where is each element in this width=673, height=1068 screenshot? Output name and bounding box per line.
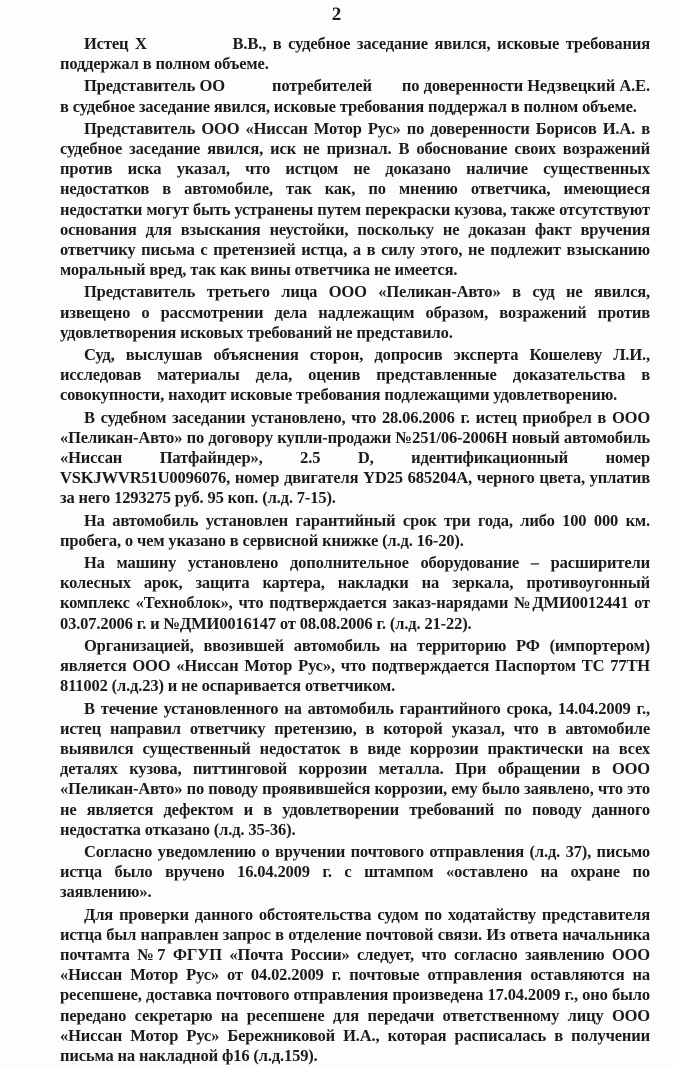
paragraph-defendant-representative: Представитель ООО «Ниссан Мотор Рус» по доверенности Борисов И.А. в судебное заседание явился, иск не признал. В обоснование своих возражений против иска указал, что истцом не доказано наличие существенных недостатков в автомобиле, так как, по мнению ответчика, имеющиеся недостатки могут быть устранены путем перекраски кузова, также отсутствуют основания для взыскания неустойки, поскольку не доказан факт вручения ответчику письма с претензией истца, а в силу этого, не подлежит взысканию моральный вред, так как вины ответчика не имеется. (60, 118, 650, 280)
paragraph-claim: В течение установленного на автомобиль гарантийного срока, 14.04.2009 г., истец направил ответчику претензию, в которой указал, что в автомобиле выявился существенный недостаток в виде коррозии практически на всех деталях кузова, питтинговой коррозии металла. При обращении в ООО «Пеликан-Авто» по поводу проявившейся коррозии, ему было заявлено, что это не является дефектом и в удовлетворении требований по поводу данного недостатка отказано (л.д. 35-36). (60, 698, 650, 839)
page-number: 2 (331, 4, 342, 25)
paragraph-plaintiff: Истец Х В.В., в судебное заседание явился, исковые требования поддержал в полном объеме. (60, 34, 650, 74)
paragraph-postal-inquiry: Для проверки данного обстоятельства судом по ходатайству представителя истца был направлен запрос в отделение почтовой связи. Из ответа начальника почтамта №7 ФГУП «Почта России» следует, что согласно заявлению ООО «Ниссан Мотор Рус» от 04.02.2009 г. почтовые отправления оставляются на ресепшене, доставка почтового отправления произведена 17.04.2009 г., оно было передано секретарю на ресепшене для передачи ответственному лицу ООО «Ниссан Мотор Рус» Бережниковой И.А., которая расписалась в получении письма на накладной ф16 (л.д.159). (60, 904, 650, 1065)
paragraph-purchase: В судебном заседании установлено, что 28.06.2006 г. истец приобрел в ООО «Пеликан-Авто» по договору купли-продажи №251/06-2006Н новый автомобиль «Ниссан Патфайндер», 2.5 D, идентификационный номер VSKJWVR51U0096076, номер двигателя YD25 685204A, черного цвета, уплатив за него 1293275 руб. 95 коп. (л.д. 7-15). (60, 407, 650, 508)
paragraph-consumer-org-representative: Представитель ОО потребителей по доверенности Недзвецкий А.Е. в судебное заседание явился, исковые требования поддержал в полном объеме. (60, 76, 650, 116)
paragraph-third-party: Представитель третьего лица ООО «Пеликан-Авто» в суд не явился, извещено о рассмотрении дела надлежащим образом, возражений против удовлетворения исковых требований не представило. (60, 282, 650, 342)
document-body (60, 34, 650, 1068)
paragraph-importer: Организацией, ввозившей автомобиль на территорию РФ (импортером) является ООО «Ниссан Мотор Рус», что подтверждается Паспортом ТС 77ТН 811002 (л.д.23) и не оспаривается ответчиком. (60, 635, 650, 696)
paragraph-delivery-notice: Согласно уведомлению о вручении почтового отправления (л.д. 37), письмо истца было вручено 16.04.2009 г. с штампом «оставлено на охране по заявлению». (60, 841, 650, 902)
paragraph-court-finding: Суд, выслушав объяснения сторон, допросив эксперта Кошелеву Л.И., исследовав материалы дела, оценив представленные доказательства в совокупности, находит исковые требования подлежащими удовлетворению. (60, 345, 650, 405)
paragraph-warranty: На автомобиль установлен гарантийный срок три года, либо 100 000 км. пробега, о чем указано в сервисной книжке (л.д. 16-20). (60, 510, 650, 550)
paragraph-equipment: На машину установлено дополнительное оборудование – расширители колесных арок, защита картера, накладки на зеркала, противоугонный комплекс «Техноблок», что подтверждается заказ-нарядами №ДМИ0012441 от 03.07.2006 г. и №ДМИ0016147 от 08.08.2006 г. (л.д. 21-22). (60, 553, 650, 633)
